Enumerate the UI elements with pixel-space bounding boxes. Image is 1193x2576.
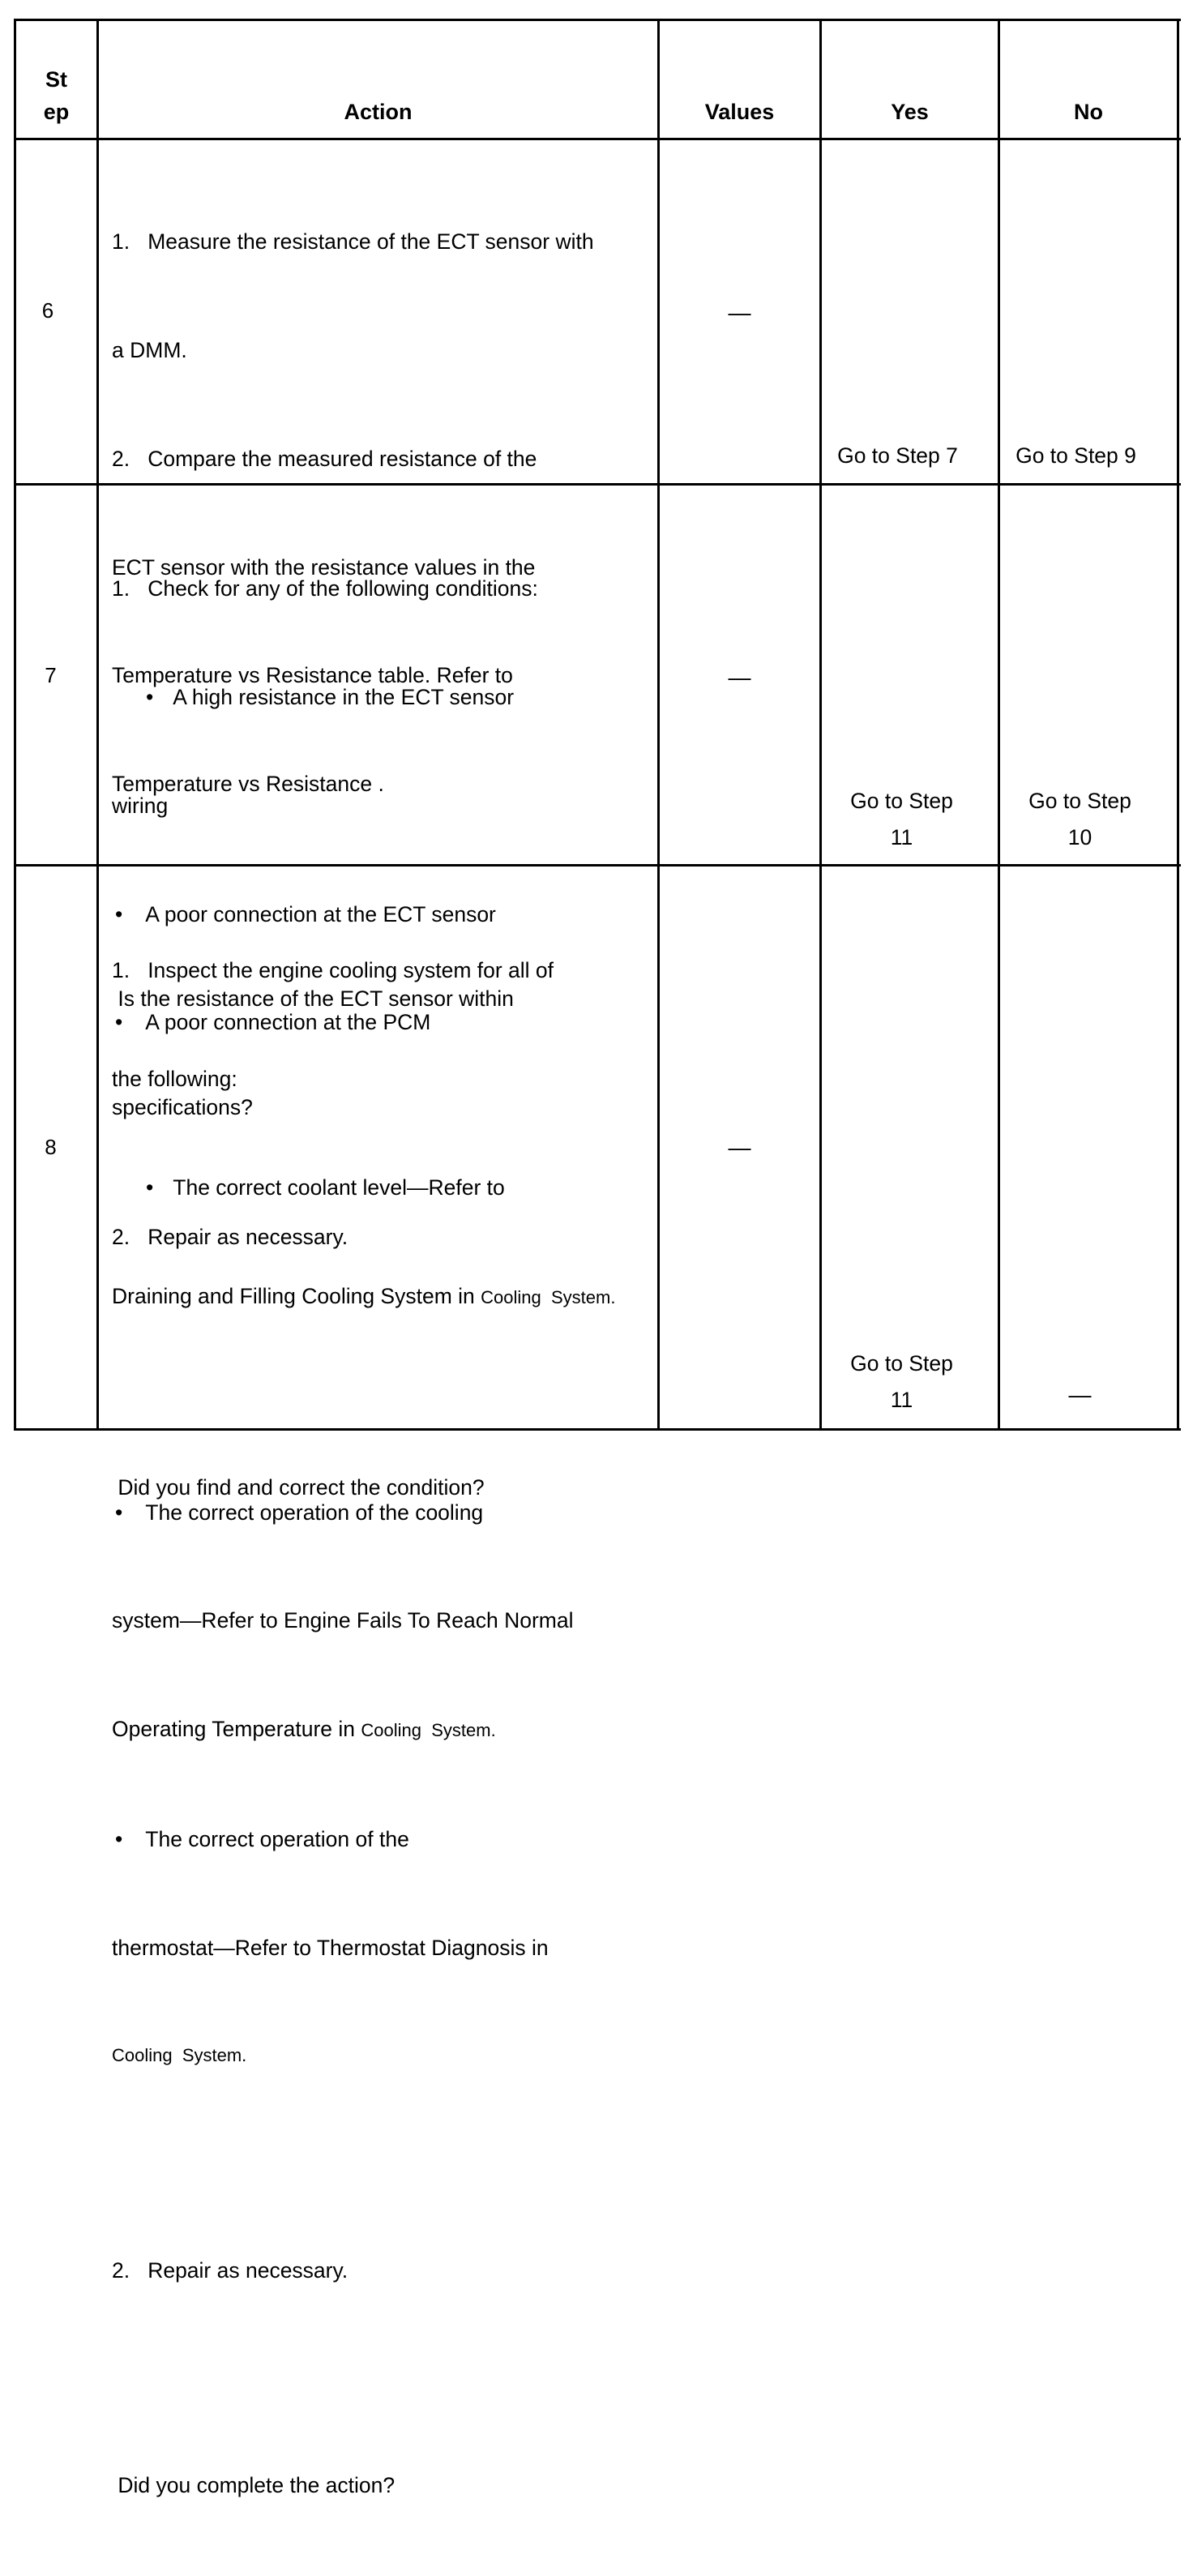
header-yes: Yes (891, 100, 929, 124)
no-cell: — (1068, 1382, 1092, 1407)
rule (14, 19, 1181, 21)
step-number: 7 (45, 663, 57, 687)
rule (819, 19, 822, 1431)
values-cell: — (728, 665, 751, 690)
step-number: 8 (45, 1135, 57, 1159)
no-cell: Go to Step 10 (1028, 789, 1131, 849)
bullet: • (115, 1500, 123, 1525)
bullet: • (146, 684, 154, 709)
yes-cell: Go to Step 7 (837, 443, 958, 468)
bullet: • (115, 1826, 123, 1851)
rule (998, 19, 1000, 1431)
action-text: 1. Measure the resistance of the ECT sensor with a DMM. 2. Compare the measured resistance of the ECT sensor with the resistance values in the Temperature vs Resistance table. Refer to Temperature vs Resistance . Is the resistance of the ECT sensor within specifications? (112, 229, 594, 1119)
bullet: • (115, 901, 123, 926)
rule (657, 19, 660, 1431)
bullet: • (115, 1010, 123, 1035)
bullet: • (146, 1175, 154, 1200)
no-cell: Go to Step 9 (1016, 443, 1136, 468)
action-text: 1. Inspect the engine cooling system for all of the following: • The correct coolant level—Refer to Draining and Filling Cooling System in Cooling System. • The correct operation of the cooling system—Refer to Engine Fails To Reach Normal Operating Temperature in Cooling System. • The correct operation of the thermostat—Refer to Thermostat Diagnosis in Cooling System. 2. Repair as necessary. Did you complete the action? (112, 958, 616, 2498)
header-action: Action (344, 100, 413, 124)
yes-cell: Go to Step 11 (850, 1351, 953, 1412)
values-cell: — (728, 300, 751, 325)
cooling-system-ref: Cooling System. (481, 1286, 616, 1307)
header-step: St ep (43, 67, 70, 124)
action-text: 1. Check for any of the following conditions: • A high resistance in the ECT sensor wiring • A poor connection at the ECT sensor • A poor connection at the PCM 2. Repair as necessary. Did you find and correct the condition? (112, 576, 538, 1500)
rule (96, 19, 99, 1431)
yes-cell: Go to Step 11 (850, 789, 953, 849)
cooling-system-ref: Cooling System. (112, 2045, 247, 2066)
values-cell: — (728, 1135, 751, 1160)
header-no: No (1074, 100, 1103, 124)
rule (1177, 19, 1179, 1431)
cooling-system-ref: Cooling System. (361, 1720, 496, 1741)
rule (14, 19, 16, 1431)
header-values: Values (704, 100, 775, 124)
rule (14, 138, 1181, 140)
step-number: 6 (41, 298, 54, 323)
